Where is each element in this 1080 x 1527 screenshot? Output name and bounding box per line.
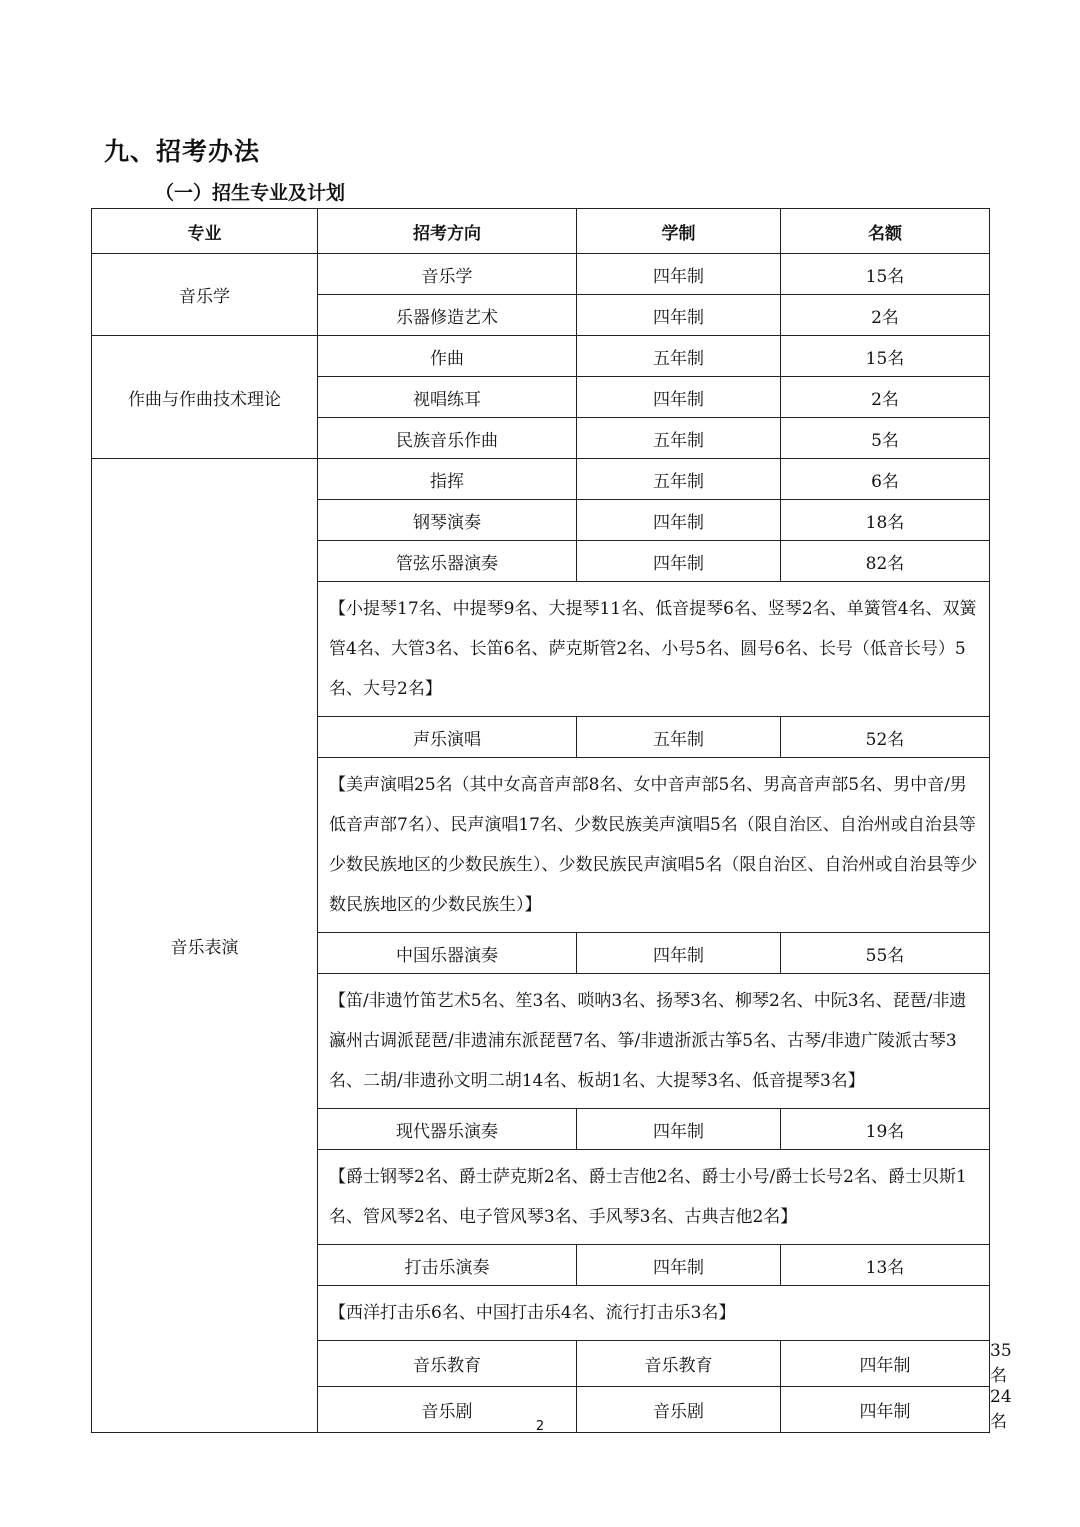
note-cell-chinese-instruments: 【笛/非遗竹笛艺术5名、笙3名、唢呐3名、扬琴3名、柳琴2名、中阮3名、琵琶/非遗瀛州古调派琵琶/非遗浦东派琵琶7名、筝/非遗浙派古筝5名、古琴/非遗广陵派古琴3名、二胡/非遗孙文明二胡14名、板胡1名、大提琴3名、低音提琴3名】	[318, 974, 990, 1109]
duration-cell: 五年制	[577, 459, 781, 500]
table-row: 音乐剧 音乐剧 四年制 24名	[92, 1387, 990, 1433]
header-direction: 招考方向	[318, 209, 577, 254]
header-quota: 名额	[781, 209, 990, 254]
direction-cell: 音乐学	[318, 254, 577, 295]
table-header-row	[92, 209, 990, 254]
note-cell-percussion: 【西洋打击乐6名、中国打击乐4名、流行打击乐3名】	[318, 1286, 990, 1341]
direction-cell: 视唱练耳	[318, 377, 577, 418]
table-row: 音乐教育 音乐教育 四年制 35名	[92, 1341, 990, 1387]
quota-cell: 6名	[781, 459, 990, 500]
direction-cell: 作曲	[318, 336, 577, 377]
header-duration: 学制	[577, 209, 781, 254]
major-cell: 音乐教育	[318, 1341, 577, 1387]
header-major: 专业	[92, 209, 318, 254]
duration-cell: 四年制	[577, 541, 781, 582]
duration-cell: 四年制	[577, 1245, 781, 1286]
quota-cell: 19名	[781, 1109, 990, 1150]
major-cell: 音乐学	[92, 254, 318, 336]
quota-cell: 13名	[781, 1245, 990, 1286]
major-cell: 作曲与作曲技术理论	[92, 336, 318, 459]
direction-cell: 乐器修造艺术	[318, 295, 577, 336]
note-cell-modern-instruments: 【爵士钢琴2名、爵士萨克斯2名、爵士吉他2名、爵士小号/爵士长号2名、爵士贝斯1名、管风琴2名、电子管风琴3名、手风琴3名、古典吉他2名】	[318, 1150, 990, 1245]
note-cell-orchestral: 【小提琴17名、中提琴9名、大提琴11名、低音提琴6名、竖琴2名、单簧管4名、双簧管4名、大管3名、长笛6名、萨克斯管2名、小号5名、圆号6名、长号（低音长号）5名、大号2名】	[318, 582, 990, 717]
direction-cell: 现代器乐演奏	[318, 1109, 577, 1150]
direction-cell: 民族音乐作曲	[318, 418, 577, 459]
duration-cell: 四年制	[577, 1109, 781, 1150]
direction-cell: 音乐剧	[577, 1387, 781, 1433]
duration-cell: 四年制	[577, 500, 781, 541]
quota-cell: 15名	[781, 254, 990, 295]
duration-cell: 四年制	[577, 933, 781, 974]
section-heading: 九、招考办法	[104, 137, 261, 166]
table-row	[92, 254, 990, 295]
direction-cell: 打击乐演奏	[318, 1245, 577, 1286]
direction-cell: 管弦乐器演奏	[318, 541, 577, 582]
duration-cell: 四年制	[781, 1341, 990, 1387]
direction-cell: 音乐教育	[577, 1341, 781, 1387]
duration-cell: 五年制	[577, 336, 781, 377]
direction-cell: 指挥	[318, 459, 577, 500]
quota-cell: 15名	[781, 336, 990, 377]
quota-cell: 18名	[781, 500, 990, 541]
direction-cell: 钢琴演奏	[318, 500, 577, 541]
duration-cell: 四年制	[577, 295, 781, 336]
quota-cell: 5名	[781, 418, 990, 459]
quota-cell: 82名	[781, 541, 990, 582]
major-cell: 音乐表演	[92, 459, 318, 1433]
quota-cell: 2名	[781, 295, 990, 336]
quota-cell: 55名	[781, 933, 990, 974]
table-row	[92, 459, 990, 500]
quota-cell: 52名	[781, 717, 990, 758]
note-cell-vocal: 【美声演唱25名（其中女高音声部8名、女中音声部5名、男高音声部5名、男中音/男低音声部7名）、民声演唱17名、少数民族美声演唱5名（限自治区、自治州或自治县等少数民族地区的少数民族生）、少数民族民声演唱5名（限自治区、自治州或自治县等少数民族地区的少数民族生）】	[318, 758, 990, 933]
duration-cell: 四年制	[577, 254, 781, 295]
direction-cell: 中国乐器演奏	[318, 933, 577, 974]
major-cell: 音乐剧	[318, 1387, 577, 1433]
duration-cell: 五年制	[577, 418, 781, 459]
page-number: 2	[535, 1419, 545, 1434]
subsection-heading: （一）招生专业及计划	[155, 182, 346, 204]
duration-cell: 四年制	[577, 377, 781, 418]
duration-cell: 五年制	[577, 717, 781, 758]
direction-cell: 声乐演唱	[318, 717, 577, 758]
enrollment-plan-table	[91, 208, 1012, 1433]
table-row	[92, 336, 990, 377]
duration-cell: 四年制	[781, 1387, 990, 1433]
quota-cell: 2名	[781, 377, 990, 418]
